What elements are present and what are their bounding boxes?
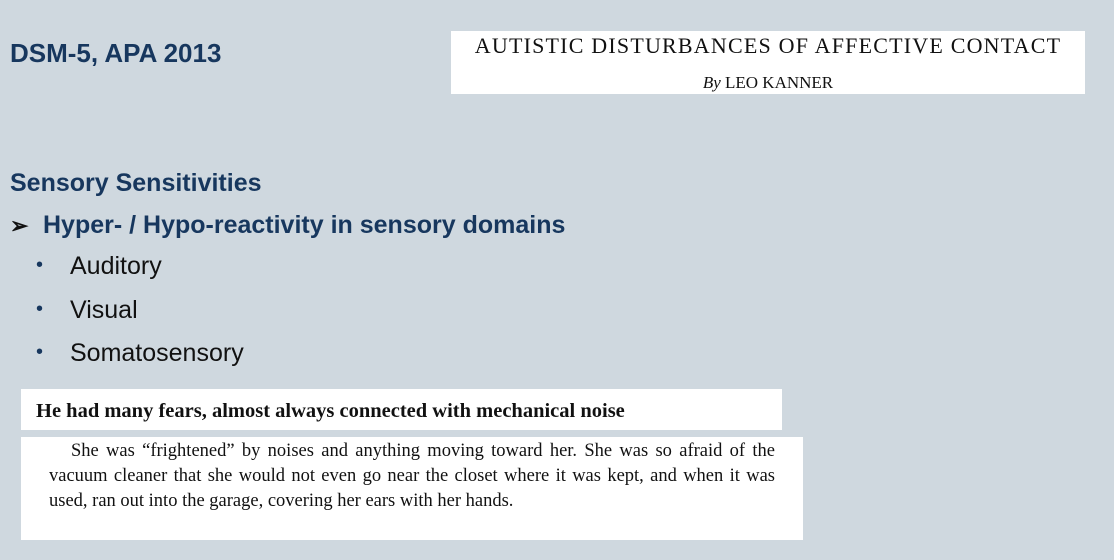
bullet-icon: • <box>36 297 44 320</box>
sensory-domain-list <box>36 252 244 383</box>
paper-title: AUTISTIC DISTURBANCES OF AFFECTIVE CONTACT <box>474 33 1062 58</box>
author-name: LEO KANNER <box>725 73 834 92</box>
main-point-text: Hyper- / Hypo-reactivity in sensory domains <box>43 211 566 239</box>
list-item-label: Auditory <box>70 252 162 280</box>
slide-reference-heading: DSM-5, APA 2013 <box>10 38 222 68</box>
arrow-bullet-icon: ➢ <box>10 213 29 238</box>
quote-excerpt-2 <box>21 437 803 540</box>
quote-2-text: She was “frightened” by noises and anything moving toward her. She was so afraid of the vacuum cleaner that she would not even go near the closet where it was kept, and when it was used, ran out into the garage, covering her ears with her hands. <box>49 441 775 511</box>
quote-1-text: He had many fears, almost always connected with mechanical noise <box>36 400 625 422</box>
quote-excerpt-1 <box>21 389 782 430</box>
list-item <box>36 339 244 383</box>
paper-author <box>451 73 1085 93</box>
list-item <box>36 252 244 296</box>
list-item-label: Somatosensory <box>70 339 244 367</box>
author-prefix: By <box>702 73 721 92</box>
main-point <box>10 211 565 240</box>
bullet-icon: • <box>36 254 44 276</box>
list-item-label: Visual <box>70 295 138 324</box>
section-heading: Sensory Sensitivities <box>10 169 262 197</box>
bullet-icon: • <box>36 341 44 363</box>
list-item <box>36 296 244 340</box>
paper-title-excerpt <box>451 31 1085 94</box>
